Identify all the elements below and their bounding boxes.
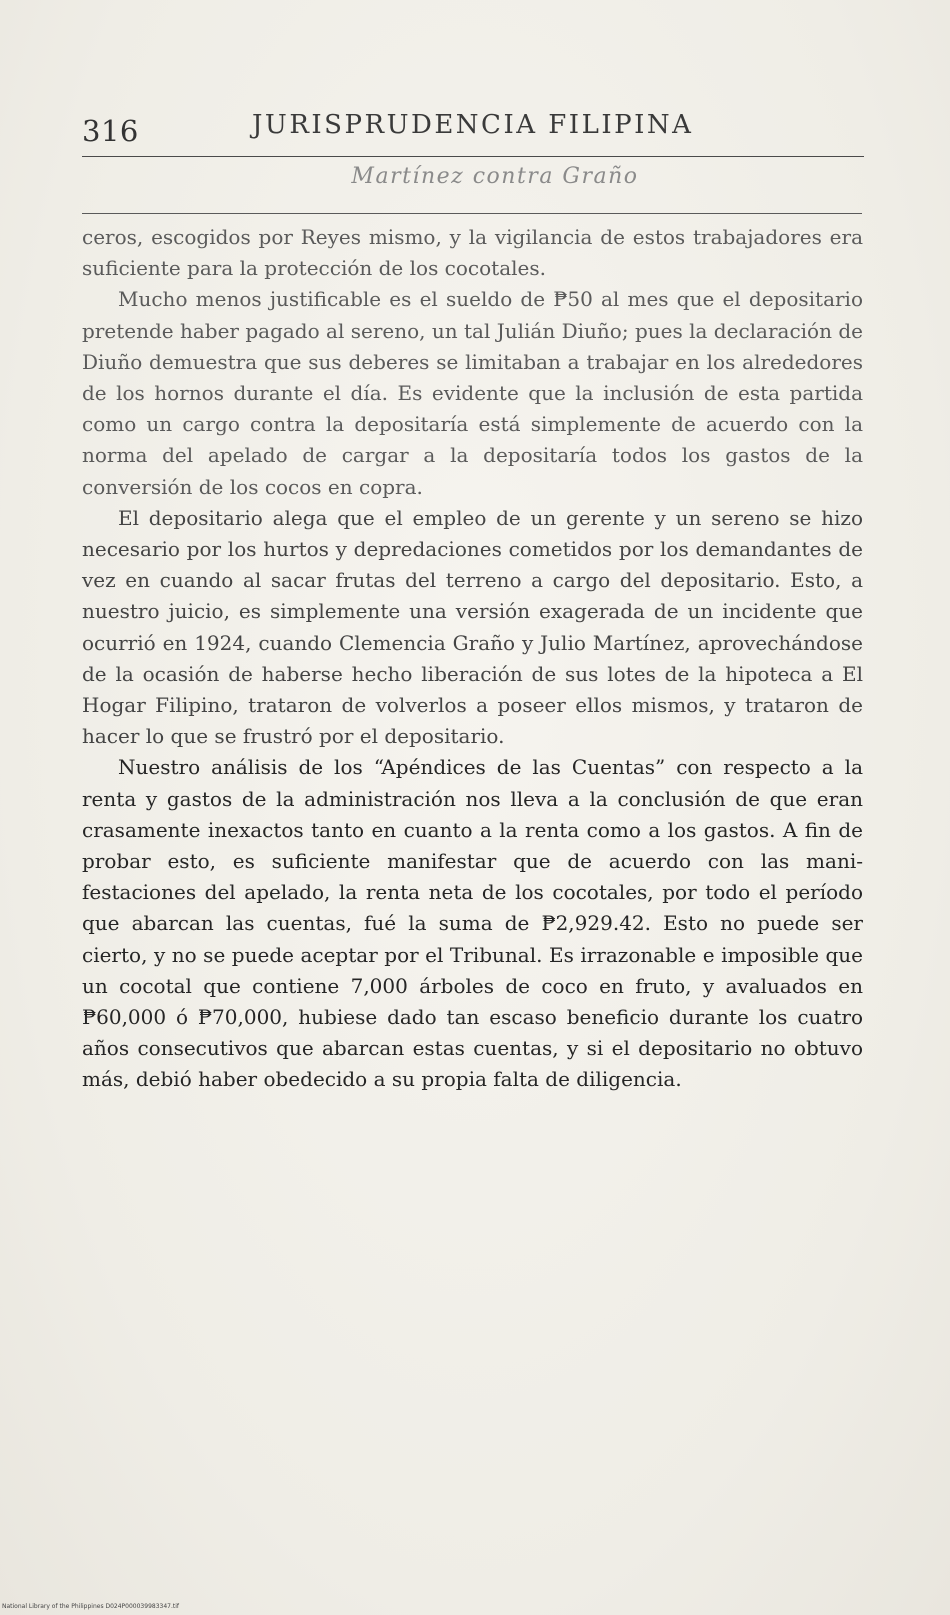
page-number: 316 bbox=[82, 114, 139, 148]
body-text bbox=[82, 222, 863, 1096]
paragraph: ceros, escogidos por Reyes mismo, y la vigilancia de estos trabajadores era suficiente para la protección de los cocotales. bbox=[82, 225, 863, 281]
scan-source-stamp: National Library of the Philippines D024P000039983347.tif bbox=[2, 1603, 180, 1610]
paragraph: El depositario alega que el empleo de un gerente y un sereno se hizo necesario por los hurtos y depredaciones cometidos por los demandantes de vez en cuando al sacar frutas del terreno a cargo del depositario. Esto, a nuestro juicio, es simplemente una versión exagerada de un incidente que ocurrió en 1924, cuando Clemencia Graño y Julio Martínez, aprovechándose de la ocasión de haberse hecho liberación de sus lotes de la hipoteca a El Hogar Filipino, trataron de volverlos a poseer ellos mismos, y trataron de hacer lo que se frustró por el depositario. bbox=[82, 505, 863, 749]
case-title: Martínez contra Graño bbox=[351, 164, 639, 189]
paragraph: Nuestro análisis de los “Apéndices de las Cuentas” con respecto a la renta y gastos de la administración nos lleva a la conclusión de que eran crasamente inexactos tanto en cuanto a la renta como a los gastos. A fin de probar esto, es suficiente manifestar que de acuerdo con las manifestaciones del apelado, la renta neta de los cocotales, por todo el período que abarcan las cuentas, fué la suma de ₱2,929.42. Esto no puede ser cierto, y no se puede aceptar por el Tribunal. Es irrazonable e imposible que un cocotal que contiene 7,000 árboles de coco en fruto, y avaluados en ₱60,000 ó ₱70,000, hubiese dado tan escaso beneficio durante los cuatro años consecutivos que abarcan estas cuentas, y si el depositario no obtuvo más, debió haber obedecido a su propia falta de diligencia. bbox=[82, 755, 863, 1092]
header-rule bbox=[82, 156, 864, 157]
paragraph: Mucho menos justificable es el sueldo de ₱50 al mes que el depositario pretende haber pagado al sereno, un tal Julián Diuño; pues la declaración de Diuño demuestra que sus deberes se limitaban a trabajar en los alrededores de los hornos durante el día. Es evidente que la inclusión de esta partida como un cargo contra la depositaría está simplemente de acuerdo con la norma del apelado de cargar a la depositaría todos los gastos de la conversión de los cocos en copra. bbox=[82, 287, 863, 499]
page-header bbox=[82, 106, 862, 156]
case-title-rule bbox=[82, 213, 862, 214]
running-title: JURISPRUDENCIA FILIPINA bbox=[252, 110, 694, 140]
